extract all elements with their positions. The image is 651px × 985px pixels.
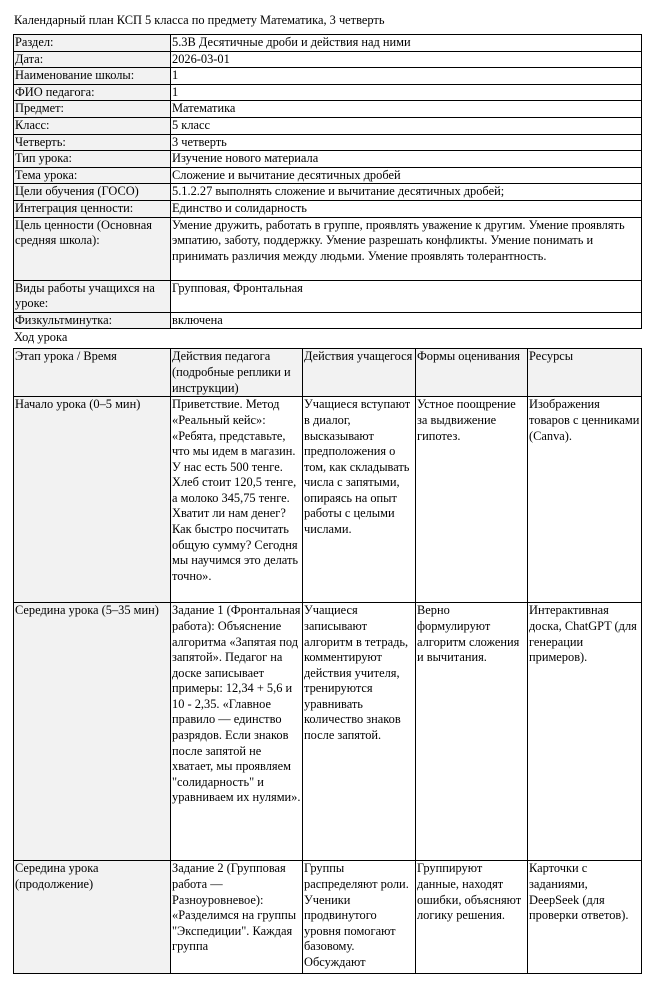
info-value: Изучение нового материала: [171, 151, 642, 168]
table-row: [14, 603, 642, 861]
assessment-cell: Устное поощрение за выдвижение гипотез.: [416, 397, 528, 603]
info-value: Сложение и вычитание десятичных дробей: [171, 167, 642, 184]
info-row: [14, 217, 642, 280]
header-student-actions: Действия учащегося: [303, 349, 416, 397]
info-key: Виды работы учащихся на уроке:: [14, 280, 171, 312]
info-key: ФИО педагога:: [14, 84, 171, 101]
stage-cell: Начало урока (0–5 мин): [14, 397, 171, 603]
info-row: [14, 167, 642, 184]
info-value: включена: [171, 312, 642, 329]
info-key: Интеграция ценности:: [14, 200, 171, 217]
student-actions-cell: Группы распределяют роли. Ученики продвинутого уровня помогают базовому. Обсуждают: [303, 861, 416, 974]
info-row: [14, 134, 642, 151]
info-key: Тема урока:: [14, 167, 171, 184]
lesson-info-table: [13, 34, 642, 329]
header-teacher-actions: Действия педагога (подробные реплики и инструкции): [171, 349, 303, 397]
info-key: Четверть:: [14, 134, 171, 151]
info-row: [14, 280, 642, 312]
info-value: Единство и солидарность: [171, 200, 642, 217]
info-row: [14, 101, 642, 118]
info-value: 5.3В Десятичные дроби и действия над ними: [171, 35, 642, 52]
info-value: 1: [171, 84, 642, 101]
lesson-progress-table: [13, 348, 642, 974]
resources-cell: Интерактивная доска, ChatGPT (для генерации примеров).: [528, 603, 642, 861]
info-row: [14, 68, 642, 85]
assessment-cell: Верно формулируют алгоритм сложения и вычитания.: [416, 603, 528, 861]
student-actions-cell: Учащиеся записывают алгоритм в тетрадь, комментируют действия учителя, тренируются уравнивать количество знаков после запятой.: [303, 603, 416, 861]
header-resources: Ресурсы: [528, 349, 642, 397]
info-row: [14, 117, 642, 134]
info-row: [14, 312, 642, 329]
teacher-actions-cell: Задание 1 (Фронтальная работа): Объяснение алгоритма «Запятая под запятой». Педагог на доске записывает примеры: 12,34 + 5,6 и 10 - 2,35. «Главное правило — единство разрядов. Если знаков после запятой не хватает, мы проявляем "солидарность" и уравниваем их нулями».: [171, 603, 303, 861]
table-row: [14, 861, 642, 974]
info-value: 3 четверть: [171, 134, 642, 151]
table-header-row: [14, 349, 642, 397]
info-value: 5.1.2.27 выполнять сложение и вычитание десятичных дробей;: [171, 184, 642, 201]
info-value: 2026-03-01: [171, 51, 642, 68]
info-key: Физкультминутка:: [14, 312, 171, 329]
document-title: Календарный план КСП 5 класса по предмету Математика, 3 четверть: [14, 13, 385, 27]
info-row: [14, 51, 642, 68]
resources-cell: Изображения товаров с ценниками (Canva).: [528, 397, 642, 603]
header-assessment: Формы оценивания: [416, 349, 528, 397]
info-row: [14, 151, 642, 168]
info-value: Умение дружить, работать в группе, проявлять уважение к другим. Умение проявлять эмпатию, заботу, поддержку. Умение разрешать конфликты. Умение понимать и принимать различия между людьми. Умение проявлять толерантность.: [171, 217, 642, 280]
document-page: [13, 12, 641, 974]
info-key: Цели обучения (ГОСО): [14, 184, 171, 201]
info-key: Наименование школы:: [14, 68, 171, 85]
student-actions-cell: Учащиеся вступают в диалог, высказывают предположения о том, как складывать числа с запятыми, опираясь на опыт работы с целыми числами.: [303, 397, 416, 603]
resources-cell: Карточки с заданиями, DeepSeek (для проверки ответов).: [528, 861, 642, 974]
info-key: Раздел:: [14, 35, 171, 52]
info-value: Математика: [171, 101, 642, 118]
info-row: [14, 184, 642, 201]
teacher-actions-cell: Приветствие. Метод «Реальный кейс»: «Ребята, представьте, что мы идем в магазин. У нас есть 500 тенге. Хлеб стоит 120,5 тенге, а молоко 345,75 тенге. Хватит ли нам денег? Как быстро посчитать общую сумму? Сегодня мы научимся это делать точно».: [171, 397, 303, 603]
table-row: [14, 397, 642, 603]
assessment-cell: Группируют данные, находят ошибки, объясняют логику решения.: [416, 861, 528, 974]
info-key: Класс:: [14, 117, 171, 134]
header-stage: Этап урока / Время: [14, 349, 171, 397]
info-row: [14, 200, 642, 217]
info-key: Дата:: [14, 51, 171, 68]
stage-cell: Середина урока (5–35 мин): [14, 603, 171, 861]
info-row: [14, 35, 642, 52]
info-row: [14, 84, 642, 101]
stage-cell: Середина урока (продолжение): [14, 861, 171, 974]
info-value: 1: [171, 68, 642, 85]
info-key: Тип урока:: [14, 151, 171, 168]
info-value: Групповая, Фронтальная: [171, 280, 642, 312]
teacher-actions-cell: Задание 2 (Групповая работа — Разноуровневое): «Разделимся на группы "Экспедиции". Каждая группа: [171, 861, 303, 974]
lesson-progress-title: Ход урока: [14, 330, 68, 345]
info-value: 5 класс: [171, 117, 642, 134]
info-key: Предмет:: [14, 101, 171, 118]
info-key: Цель ценности (Основная средняя школа):: [14, 217, 171, 280]
